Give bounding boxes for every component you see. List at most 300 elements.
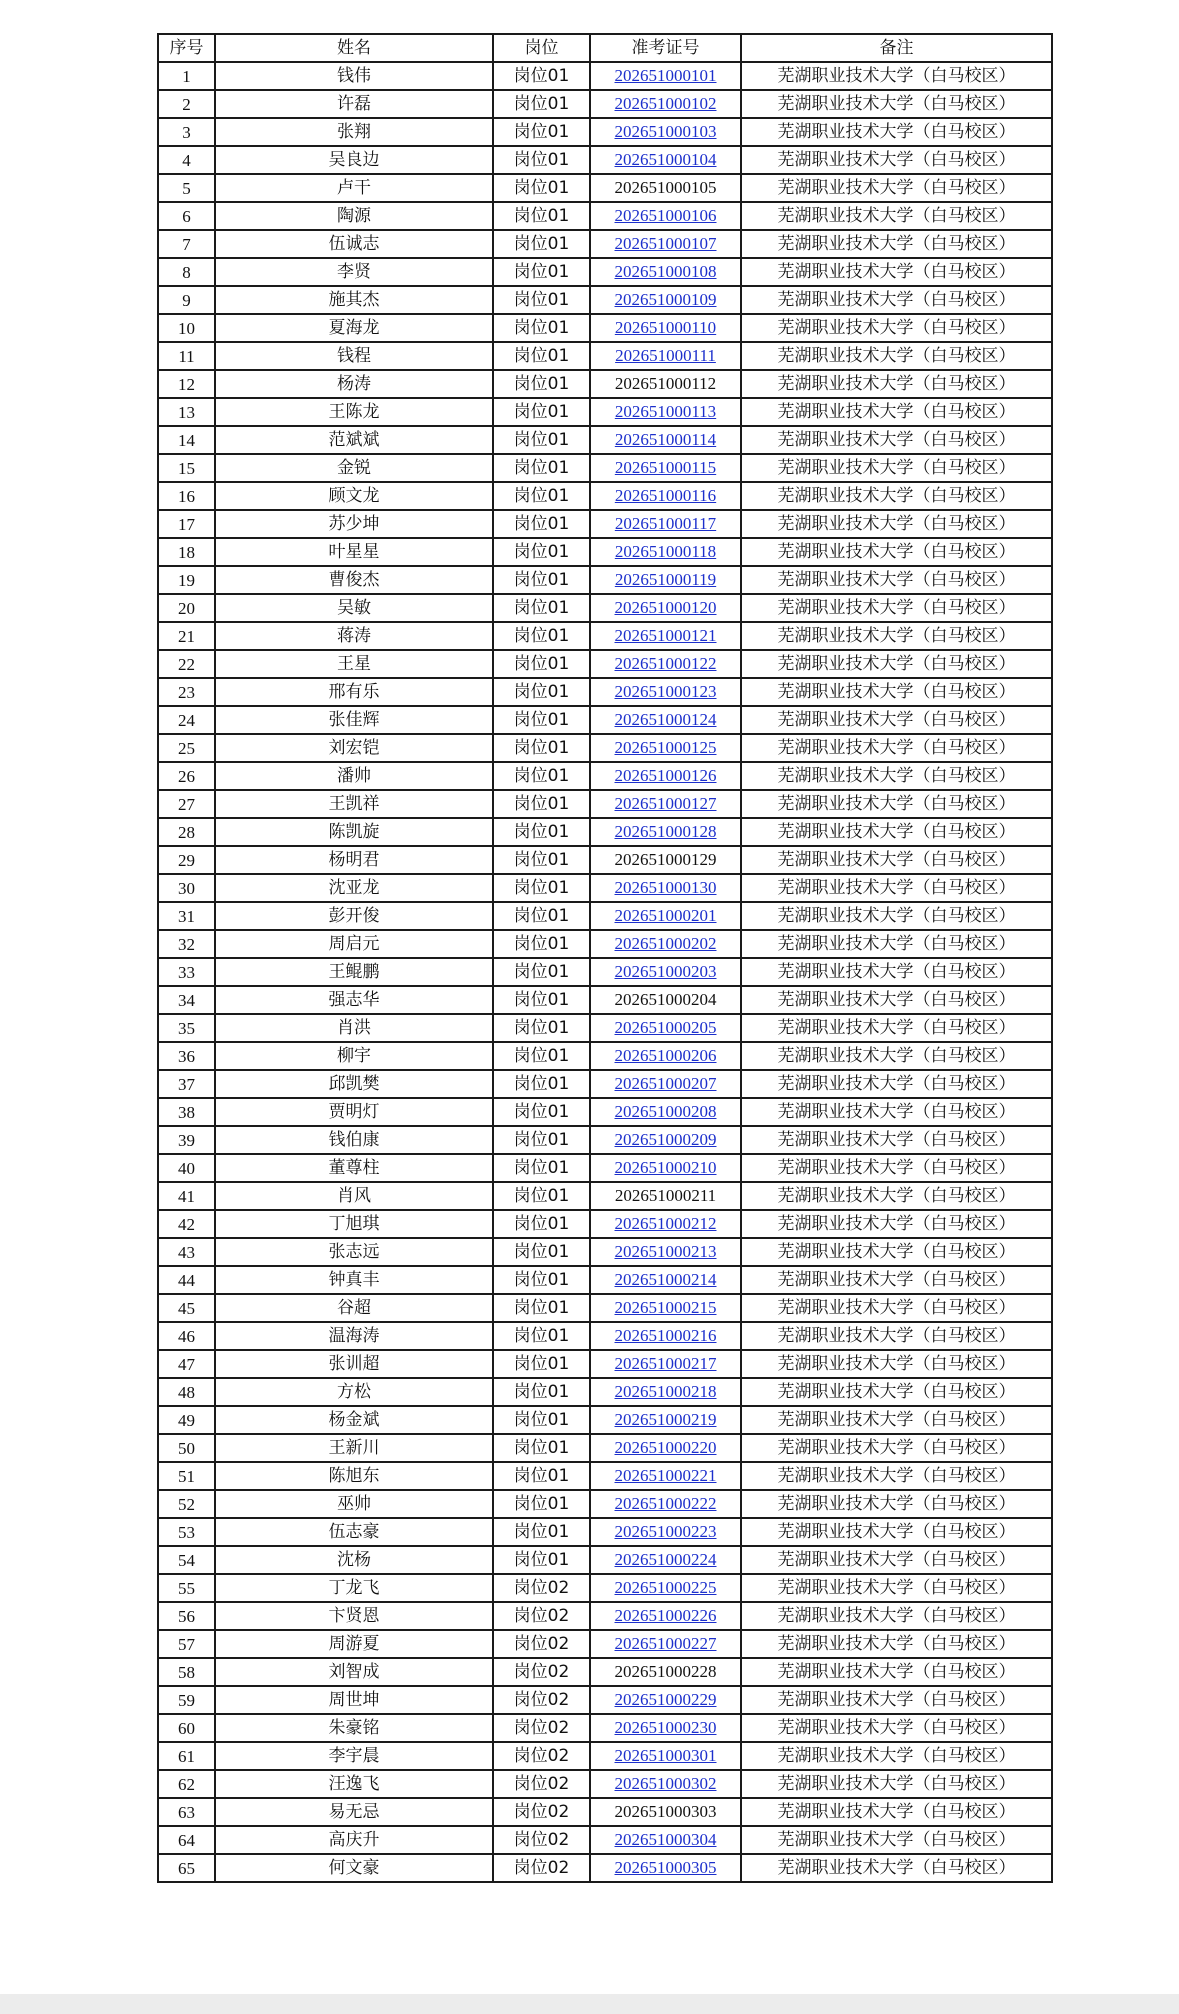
cell-remark: 芜湖职业技术大学（白马校区）: [741, 650, 1052, 678]
cell-no: 57: [158, 1630, 215, 1658]
exam-id-link[interactable]: 202651000205: [614, 1018, 717, 1037]
exam-id-link[interactable]: 202651000219: [614, 1410, 717, 1429]
exam-id-link[interactable]: 202651000128: [614, 822, 717, 841]
cell-name: 杨金斌: [215, 1406, 493, 1434]
table-row: [158, 1406, 1052, 1434]
cell-exam-id: [590, 1042, 741, 1070]
cell-remark: 芜湖职业技术大学（白马校区）: [741, 482, 1052, 510]
cell-no: 43: [158, 1238, 215, 1266]
exam-id-link[interactable]: 202651000111: [615, 346, 716, 365]
cell-no: 51: [158, 1462, 215, 1490]
cell-no: 61: [158, 1742, 215, 1770]
exam-id-link[interactable]: 202651000215: [614, 1298, 717, 1317]
exam-id-link[interactable]: 202651000217: [614, 1354, 717, 1373]
table-row: [158, 510, 1052, 538]
cell-remark: 芜湖职业技术大学（白马校区）: [741, 1462, 1052, 1490]
cell-post: 岗位01: [493, 594, 590, 622]
exam-id-link[interactable]: 202651000216: [614, 1326, 717, 1345]
table-row: [158, 202, 1052, 230]
cell-post: 岗位01: [493, 1126, 590, 1154]
cell-exam-id: [590, 734, 741, 762]
exam-id-link[interactable]: 202651000116: [614, 486, 717, 505]
exam-id-link[interactable]: 202651000302: [614, 1774, 717, 1793]
table-row: [158, 706, 1052, 734]
exam-id-link[interactable]: 202651000118: [614, 542, 717, 561]
exam-id-link[interactable]: 202651000225: [614, 1578, 717, 1597]
cell-name: 王星: [215, 650, 493, 678]
table-row: [158, 258, 1052, 286]
bottom-scroll-strip: [0, 1994, 1179, 2014]
cell-remark: 芜湖职业技术大学（白马校区）: [741, 1042, 1052, 1070]
table-row: [158, 734, 1052, 762]
exam-id-link[interactable]: 202651000210: [614, 1158, 717, 1177]
table-header: [158, 34, 1052, 62]
cell-exam-id: [590, 1070, 741, 1098]
cell-post: 岗位01: [493, 1014, 590, 1042]
cell-name: 周启元: [215, 930, 493, 958]
table-row: [158, 846, 1052, 874]
cell-name: 钱伟: [215, 62, 493, 90]
exam-id-link[interactable]: 202651000124: [614, 710, 717, 729]
table-row: [158, 622, 1052, 650]
cell-name: 董尊柱: [215, 1154, 493, 1182]
exam-id-link[interactable]: 202651000304: [614, 1830, 717, 1849]
cell-remark: 芜湖职业技术大学（白马校区）: [741, 1854, 1052, 1882]
cell-no: 38: [158, 1098, 215, 1126]
cell-post: 岗位02: [493, 1854, 590, 1882]
cell-name: 潘帅: [215, 762, 493, 790]
exam-id-link[interactable]: 202651000109: [614, 290, 717, 309]
cell-post: 岗位01: [493, 482, 590, 510]
cell-post: 岗位02: [493, 1826, 590, 1854]
cell-remark: 芜湖职业技术大学（白马校区）: [741, 1322, 1052, 1350]
table-row: [158, 1238, 1052, 1266]
exam-id-link[interactable]: 202651000127: [614, 794, 717, 813]
exam-id-link[interactable]: 202651000114: [614, 430, 717, 449]
exam-id-link[interactable]: 202651000223: [614, 1522, 717, 1541]
cell-name: 施其杰: [215, 286, 493, 314]
cell-exam-id: [590, 1714, 741, 1742]
cell-no: 49: [158, 1406, 215, 1434]
cell-exam-id: [590, 1602, 741, 1630]
cell-remark: 芜湖职业技术大学（白马校区）: [741, 1350, 1052, 1378]
cell-exam-id: [590, 1098, 741, 1126]
cell-post: 岗位01: [493, 874, 590, 902]
exam-id-link[interactable]: 202651000101: [614, 66, 717, 85]
cell-exam-id: [590, 566, 741, 594]
cell-name: 王鲲鹏: [215, 958, 493, 986]
table-row: [158, 1770, 1052, 1798]
cell-no: 23: [158, 678, 215, 706]
cell-name: 张佳辉: [215, 706, 493, 734]
cell-exam-id: [590, 622, 741, 650]
cell-post: 岗位01: [493, 762, 590, 790]
cell-remark: 芜湖职业技术大学（白马校区）: [741, 846, 1052, 874]
cell-exam-id: [590, 118, 741, 146]
cell-name: 朱豪铭: [215, 1714, 493, 1742]
cell-name: 肖风: [215, 1182, 493, 1210]
column-header-name: 姓名: [215, 34, 493, 62]
cell-name: 张志远: [215, 1238, 493, 1266]
exam-id-link[interactable]: 202651000108: [614, 262, 717, 281]
cell-no: 11: [158, 342, 215, 370]
cell-post: 岗位01: [493, 1070, 590, 1098]
cell-name: 王新川: [215, 1434, 493, 1462]
cell-post: 岗位01: [493, 202, 590, 230]
exam-id-link[interactable]: 202651000110: [614, 318, 717, 337]
cell-exam-id: [590, 1462, 741, 1490]
cell-exam-id: [590, 1630, 741, 1658]
cell-exam-id: [590, 1434, 741, 1462]
cell-remark: 芜湖职业技术大学（白马校区）: [741, 566, 1052, 594]
table-row: [158, 342, 1052, 370]
cell-no: 36: [158, 1042, 215, 1070]
exam-id-link[interactable]: 202651000106: [614, 206, 717, 225]
table-row: [158, 1126, 1052, 1154]
cell-name: 丁旭琪: [215, 1210, 493, 1238]
cell-no: 47: [158, 1350, 215, 1378]
cell-post: 岗位02: [493, 1574, 590, 1602]
cell-post: 岗位01: [493, 1462, 590, 1490]
cell-remark: 芜湖职业技术大学（白马校区）: [741, 1406, 1052, 1434]
cell-remark: 芜湖职业技术大学（白马校区）: [741, 286, 1052, 314]
exam-id-link[interactable]: 202651000203: [614, 962, 717, 981]
cell-name: 彭开俊: [215, 902, 493, 930]
cell-exam-id: [590, 370, 741, 398]
cell-no: 45: [158, 1294, 215, 1322]
cell-no: 12: [158, 370, 215, 398]
cell-remark: 芜湖职业技术大学（白马校区）: [741, 1630, 1052, 1658]
cell-exam-id: [590, 1238, 741, 1266]
cell-no: 33: [158, 958, 215, 986]
exam-id-link[interactable]: 202651000226: [614, 1606, 717, 1625]
cell-remark: 芜湖职业技术大学（白马校区）: [741, 1098, 1052, 1126]
cell-name: 柳宇: [215, 1042, 493, 1070]
cell-exam-id: [590, 818, 741, 846]
cell-exam-id: [590, 1574, 741, 1602]
header-row: [158, 34, 1052, 62]
exam-id-link[interactable]: 202651000229: [614, 1690, 717, 1709]
cell-no: 42: [158, 1210, 215, 1238]
table-row: [158, 1182, 1052, 1210]
cell-exam-id: [590, 1742, 741, 1770]
cell-name: 苏少坤: [215, 510, 493, 538]
cell-post: 岗位01: [493, 1042, 590, 1070]
cell-name: 肖洪: [215, 1014, 493, 1042]
table-row: [158, 958, 1052, 986]
cell-remark: 芜湖职业技术大学（白马校区）: [741, 1686, 1052, 1714]
cell-exam-id: [590, 258, 741, 286]
exam-id-link[interactable]: 202651000103: [614, 122, 717, 141]
cell-remark: 芜湖职业技术大学（白马校区）: [741, 370, 1052, 398]
cell-remark: 芜湖职业技术大学（白马校区）: [741, 174, 1052, 202]
table-row: [158, 986, 1052, 1014]
exam-id-link[interactable]: 202651000214: [614, 1270, 717, 1289]
cell-exam-id: [590, 1378, 741, 1406]
cell-exam-id: [590, 314, 741, 342]
cell-post: 岗位01: [493, 90, 590, 118]
cell-exam-id: [590, 1518, 741, 1546]
exam-id-link[interactable]: 202651000122: [614, 654, 717, 673]
cell-remark: 芜湖职业技术大学（白马校区）: [741, 678, 1052, 706]
table-row: [158, 762, 1052, 790]
cell-remark: 芜湖职业技术大学（白马校区）: [741, 594, 1052, 622]
table-row: [158, 678, 1052, 706]
cell-remark: 芜湖职业技术大学（白马校区）: [741, 398, 1052, 426]
cell-post: 岗位01: [493, 958, 590, 986]
table-row: [158, 818, 1052, 846]
table-row: [158, 1630, 1052, 1658]
cell-remark: 芜湖职业技术大学（白马校区）: [741, 258, 1052, 286]
cell-exam-id: [590, 1126, 741, 1154]
cell-name: 夏海龙: [215, 314, 493, 342]
table-row: [158, 90, 1052, 118]
exam-id-link[interactable]: 202651000301: [614, 1746, 717, 1765]
cell-no: 53: [158, 1518, 215, 1546]
cell-remark: 芜湖职业技术大学（白马校区）: [741, 510, 1052, 538]
cell-name: 高庆升: [215, 1826, 493, 1854]
cell-name: 强志华: [215, 986, 493, 1014]
cell-no: 5: [158, 174, 215, 202]
exam-id-link[interactable]: 202651000125: [614, 738, 717, 757]
cell-name: 叶星星: [215, 538, 493, 566]
cell-post: 岗位01: [493, 174, 590, 202]
cell-exam-id: [590, 958, 741, 986]
cell-remark: 芜湖职业技术大学（白马校区）: [741, 1238, 1052, 1266]
exam-id-link[interactable]: 202651000120: [614, 598, 717, 617]
cell-name: 王凯祥: [215, 790, 493, 818]
cell-exam-id: [590, 678, 741, 706]
cell-post: 岗位02: [493, 1742, 590, 1770]
cell-no: 1: [158, 62, 215, 90]
cell-post: 岗位01: [493, 426, 590, 454]
cell-remark: 芜湖职业技术大学（白马校区）: [741, 1266, 1052, 1294]
cell-exam-id: [590, 174, 741, 202]
cell-remark: 芜湖职业技术大学（白马校区）: [741, 1742, 1052, 1770]
cell-no: 28: [158, 818, 215, 846]
cell-exam-id: [590, 230, 741, 258]
cell-exam-id: [590, 538, 741, 566]
cell-remark: 芜湖职业技术大学（白马校区）: [741, 1434, 1052, 1462]
cell-remark: 芜湖职业技术大学（白马校区）: [741, 1378, 1052, 1406]
table-row: [158, 1266, 1052, 1294]
cell-no: 3: [158, 118, 215, 146]
table-row: [158, 314, 1052, 342]
cell-post: 岗位01: [493, 1266, 590, 1294]
cell-name: 钱伯康: [215, 1126, 493, 1154]
cell-remark: 芜湖职业技术大学（白马校区）: [741, 426, 1052, 454]
cell-post: 岗位01: [493, 314, 590, 342]
cell-remark: 芜湖职业技术大学（白马校区）: [741, 1518, 1052, 1546]
column-header-no: 序号: [158, 34, 215, 62]
cell-no: 25: [158, 734, 215, 762]
cell-name: 蒋涛: [215, 622, 493, 650]
cell-name: 吴敏: [215, 594, 493, 622]
cell-post: 岗位01: [493, 230, 590, 258]
exam-id-link[interactable]: 202651000212: [614, 1214, 717, 1233]
cell-no: 62: [158, 1770, 215, 1798]
cell-name: 杨涛: [215, 370, 493, 398]
table-row: [158, 594, 1052, 622]
table-row: [158, 1070, 1052, 1098]
cell-post: 岗位01: [493, 930, 590, 958]
table-row: [158, 1294, 1052, 1322]
table-row: [158, 118, 1052, 146]
exam-id-link[interactable]: 202651000123: [614, 682, 717, 701]
cell-exam-id: [590, 454, 741, 482]
cell-remark: 芜湖职业技术大学（白马校区）: [741, 622, 1052, 650]
table-row: [158, 1462, 1052, 1490]
cell-post: 岗位01: [493, 734, 590, 762]
table-row: [158, 454, 1052, 482]
exam-id-link[interactable]: 202651000107: [614, 234, 717, 253]
table-row: [158, 790, 1052, 818]
exam-id-link[interactable]: 202651000126: [614, 766, 717, 785]
cell-remark: 芜湖职业技术大学（白马校区）: [741, 1070, 1052, 1098]
cell-post: 岗位01: [493, 1406, 590, 1434]
cell-exam-id: [590, 650, 741, 678]
cell-post: 岗位02: [493, 1630, 590, 1658]
cell-no: 6: [158, 202, 215, 230]
cell-name: 谷超: [215, 1294, 493, 1322]
cell-remark: 芜湖职业技术大学（白马校区）: [741, 1182, 1052, 1210]
exam-id-link[interactable]: 202651000218: [614, 1382, 717, 1401]
table-row: [158, 1826, 1052, 1854]
exam-id-link[interactable]: 202651000102: [614, 94, 717, 113]
cell-exam-id: [590, 706, 741, 734]
cell-name: 周世坤: [215, 1686, 493, 1714]
cell-name: 陈凯旋: [215, 818, 493, 846]
exam-id-link[interactable]: 202651000121: [614, 626, 717, 645]
table-row: [158, 1350, 1052, 1378]
cell-exam-id: [590, 510, 741, 538]
exam-id-link[interactable]: 202651000117: [614, 514, 717, 533]
cell-no: 18: [158, 538, 215, 566]
cell-name: 曹俊杰: [215, 566, 493, 594]
cell-name: 卞贤恩: [215, 1602, 493, 1630]
cell-remark: 芜湖职业技术大学（白马校区）: [741, 1602, 1052, 1630]
table-row: [158, 902, 1052, 930]
table-row: [158, 1322, 1052, 1350]
cell-exam-id: [590, 398, 741, 426]
exam-id-link[interactable]: 202651000130: [614, 878, 717, 897]
exam-id-link[interactable]: 202651000208: [614, 1102, 717, 1121]
exam-id-link[interactable]: 202651000115: [614, 458, 717, 477]
exam-id-link[interactable]: 202651000213: [614, 1242, 717, 1261]
table-row: [158, 1490, 1052, 1518]
table-row: [158, 1154, 1052, 1182]
exam-id-link[interactable]: 202651000202: [614, 934, 717, 953]
table-row: [158, 1742, 1052, 1770]
table-row: [158, 370, 1052, 398]
cell-remark: 芜湖职业技术大学（白马校区）: [741, 1714, 1052, 1742]
exam-id-link[interactable]: 202651000206: [614, 1046, 717, 1065]
cell-name: 许磊: [215, 90, 493, 118]
cell-remark: 芜湖职业技术大学（白马校区）: [741, 734, 1052, 762]
cell-exam-id: [590, 1798, 741, 1826]
cell-post: 岗位01: [493, 566, 590, 594]
table-row: [158, 1014, 1052, 1042]
cell-name: 刘宏铠: [215, 734, 493, 762]
exam-id-link[interactable]: 202651000221: [614, 1466, 717, 1485]
cell-post: 岗位01: [493, 258, 590, 286]
exam-id-link[interactable]: 202651000119: [614, 570, 717, 589]
exam-id-link[interactable]: 202651000207: [614, 1074, 717, 1093]
cell-exam-id: [590, 1826, 741, 1854]
table-row: [158, 1378, 1052, 1406]
cell-remark: 芜湖职业技术大学（白马校区）: [741, 538, 1052, 566]
cell-name: 吴良边: [215, 146, 493, 174]
cell-no: 34: [158, 986, 215, 1014]
cell-no: 64: [158, 1826, 215, 1854]
exam-id-link[interactable]: 202651000305: [614, 1858, 717, 1877]
cell-no: 58: [158, 1658, 215, 1686]
cell-no: 19: [158, 566, 215, 594]
cell-remark: 芜湖职业技术大学（白马校区）: [741, 1798, 1052, 1826]
cell-post: 岗位01: [493, 1350, 590, 1378]
exam-id-link[interactable]: 202651000201: [614, 906, 717, 925]
cell-remark: 芜湖职业技术大学（白马校区）: [741, 986, 1052, 1014]
cell-remark: 芜湖职业技术大学（白马校区）: [741, 818, 1052, 846]
cell-post: 岗位02: [493, 1770, 590, 1798]
cell-exam-id: [590, 874, 741, 902]
cell-post: 岗位01: [493, 1098, 590, 1126]
cell-no: 35: [158, 1014, 215, 1042]
table-row: [158, 1518, 1052, 1546]
cell-name: 伍志豪: [215, 1518, 493, 1546]
cell-post: 岗位01: [493, 1210, 590, 1238]
cell-no: 21: [158, 622, 215, 650]
cell-no: 8: [158, 258, 215, 286]
table-row: [158, 1574, 1052, 1602]
exam-id-link[interactable]: 202651000104: [614, 150, 717, 169]
cell-no: 32: [158, 930, 215, 958]
cell-name: 杨明君: [215, 846, 493, 874]
cell-no: 46: [158, 1322, 215, 1350]
cell-exam-id: [590, 902, 741, 930]
table-row: [158, 1042, 1052, 1070]
exam-id-link[interactable]: 202651000227: [614, 1634, 717, 1653]
table-row: [158, 1658, 1052, 1686]
cell-name: 王陈龙: [215, 398, 493, 426]
table-row: [158, 482, 1052, 510]
table-row: [158, 230, 1052, 258]
table-row: [158, 1854, 1052, 1882]
cell-no: 20: [158, 594, 215, 622]
cell-remark: 芜湖职业技术大学（白马校区）: [741, 118, 1052, 146]
exam-id-link[interactable]: 202651000222: [614, 1494, 717, 1513]
exam-id-text: 202651000129: [614, 850, 717, 869]
cell-remark: 芜湖职业技术大学（白马校区）: [741, 930, 1052, 958]
table-row: [158, 566, 1052, 594]
cell-post: 岗位01: [493, 1322, 590, 1350]
cell-remark: 芜湖职业技术大学（白马校区）: [741, 230, 1052, 258]
exam-id-link[interactable]: 202651000230: [614, 1718, 717, 1737]
cell-post: 岗位02: [493, 1686, 590, 1714]
cell-post: 岗位01: [493, 1546, 590, 1574]
cell-exam-id: [590, 1350, 741, 1378]
cell-post: 岗位02: [493, 1714, 590, 1742]
cell-post: 岗位02: [493, 1658, 590, 1686]
exam-id-link[interactable]: 202651000220: [614, 1438, 717, 1457]
cell-name: 易无忌: [215, 1798, 493, 1826]
exam-id-link[interactable]: 202651000224: [614, 1550, 717, 1569]
table-row: [158, 1210, 1052, 1238]
cell-name: 陶源: [215, 202, 493, 230]
exam-id-link[interactable]: 202651000209: [614, 1130, 717, 1149]
exam-id-link[interactable]: 202651000113: [614, 402, 717, 421]
cell-name: 巫帅: [215, 1490, 493, 1518]
